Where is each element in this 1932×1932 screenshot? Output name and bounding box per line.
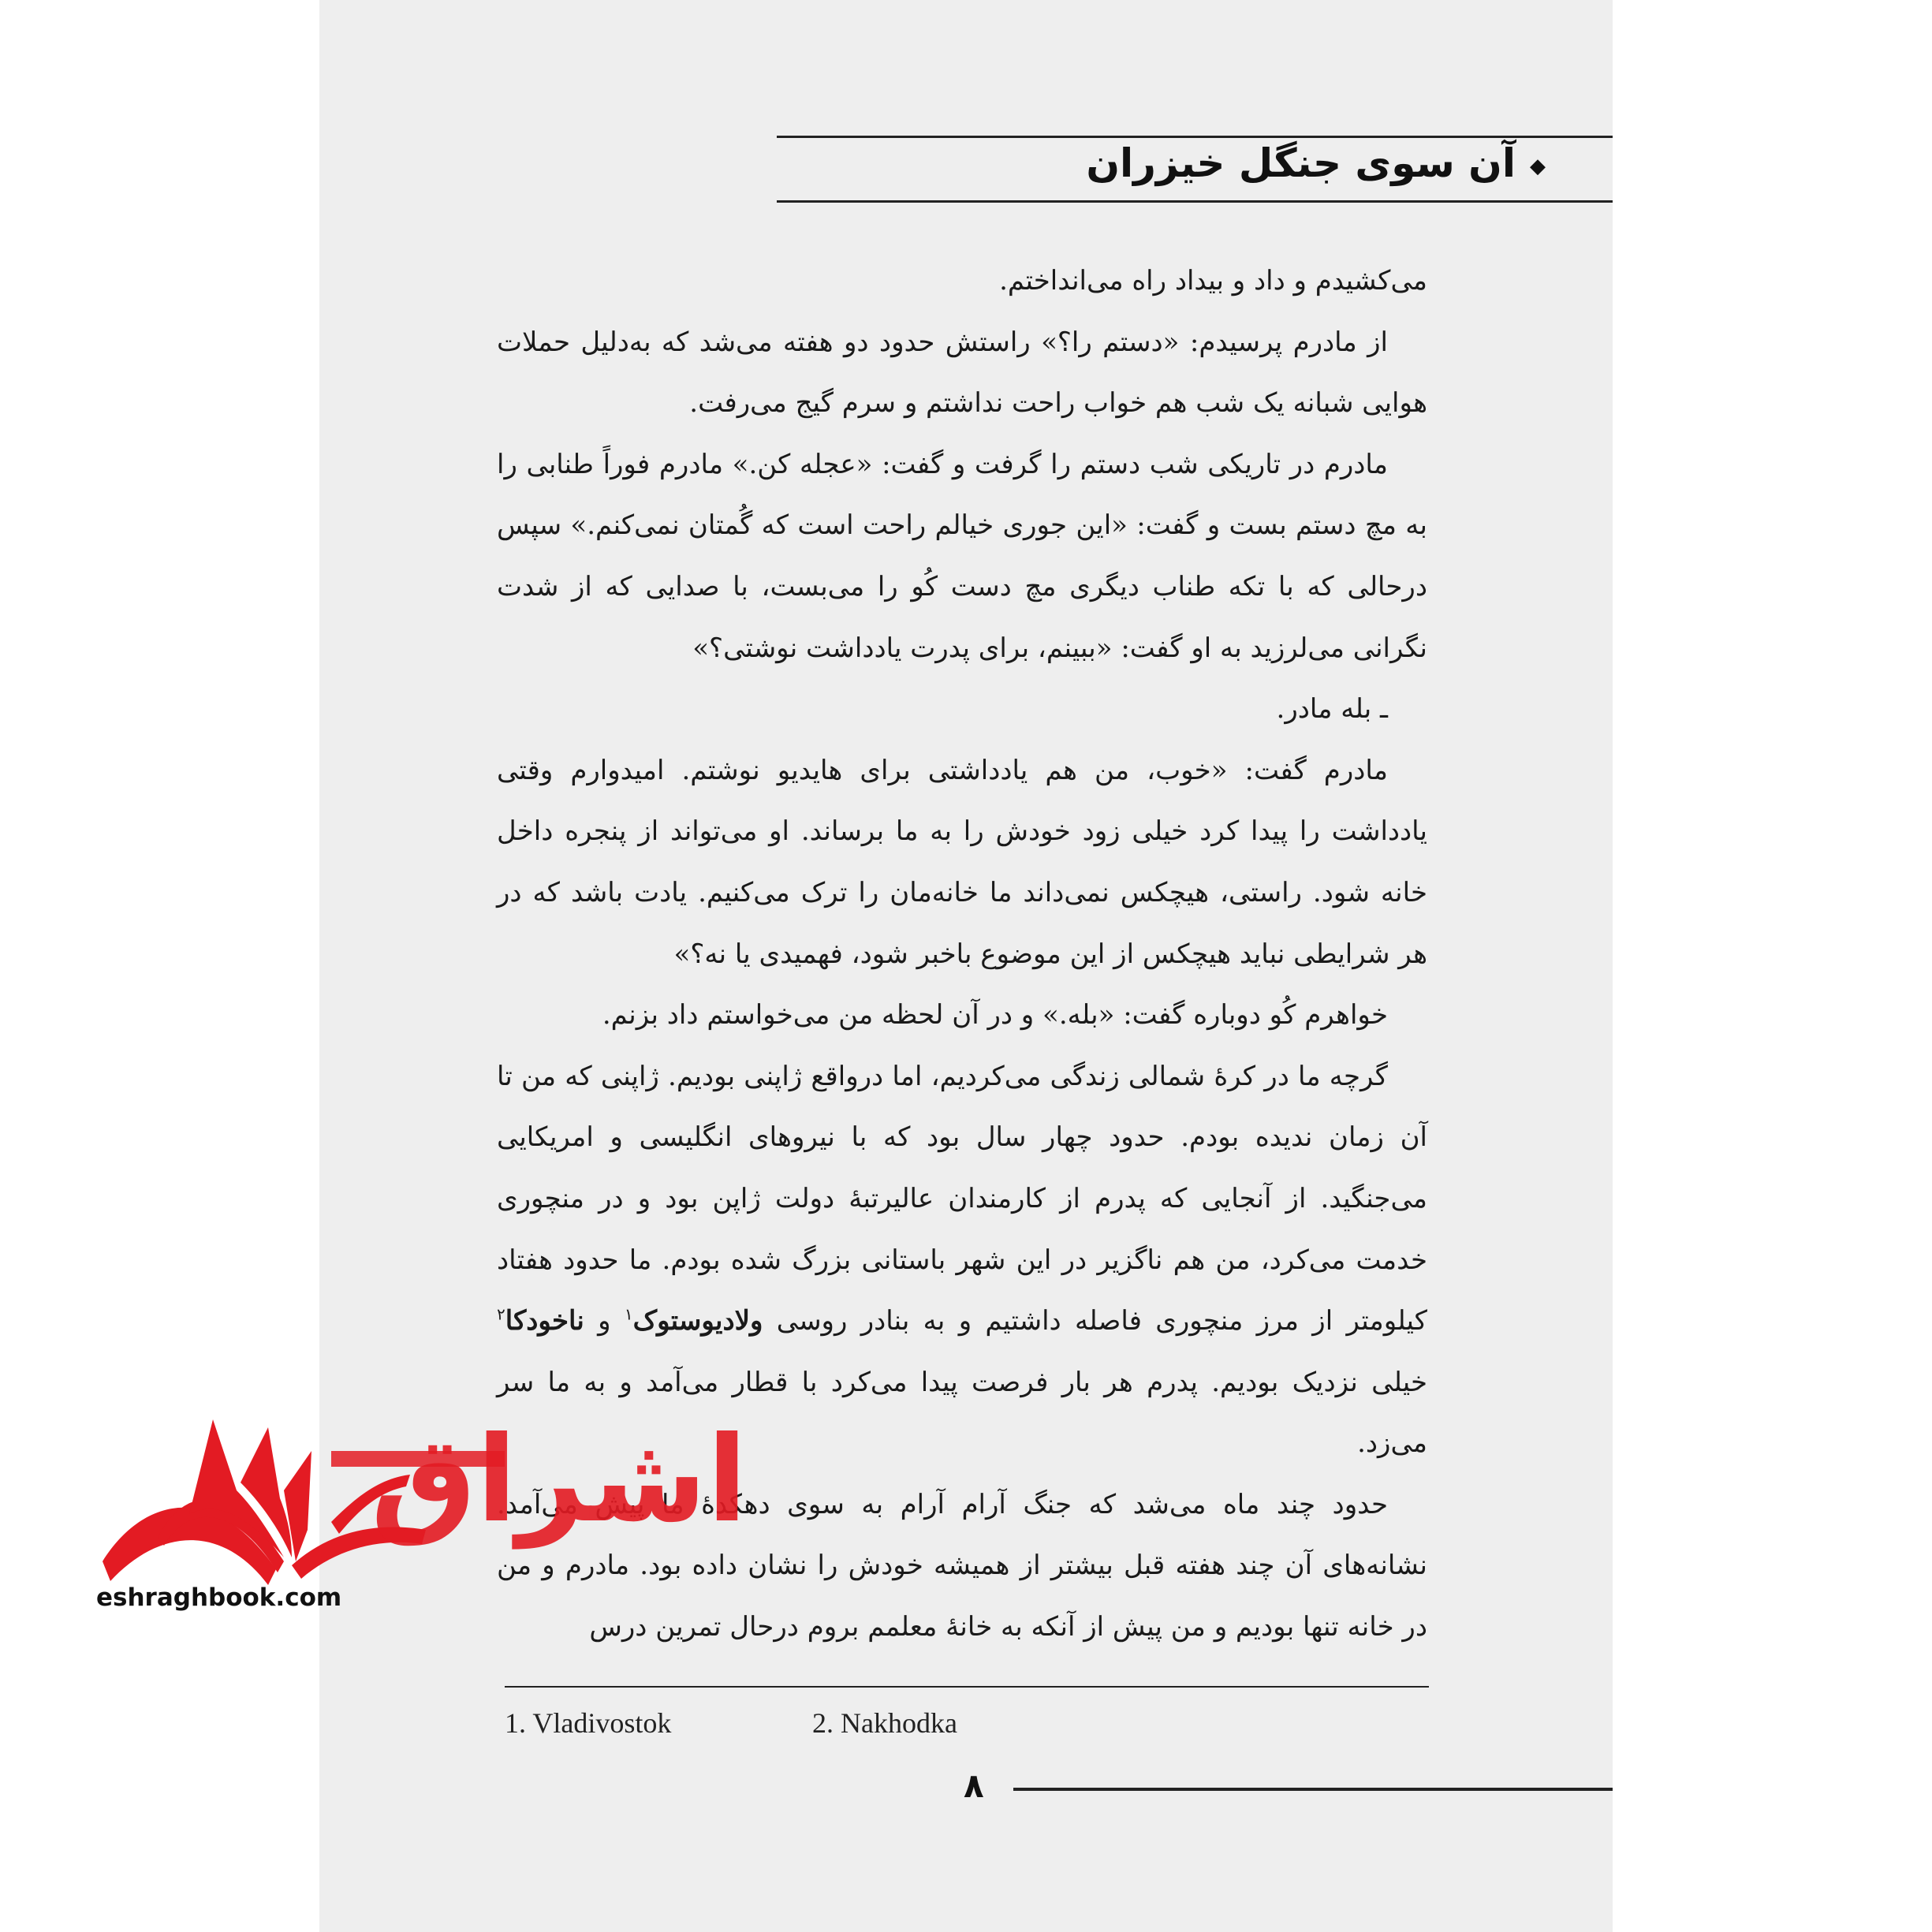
page-number: ۸ bbox=[964, 1766, 984, 1805]
paragraph: مادرم در تاریکی شب دستم را گرفت و گفت: «عجله کن.» مادرم فوراً طنابی را به مچ دستم بست و گفت: «این جوری خیالم راحت است که گُمتان نمی‌کنم.» سپس درحالی که با تکه طناب دیگری مچ دست کُو را می‌بست، با صدایی که از شدت نگرانی می‌لرزید به او گفت: «ببینم، برای پدرت یادداشت نوشتی؟» bbox=[497, 448, 1427, 664]
header-top-rule bbox=[777, 136, 1613, 138]
place-name-2: ناخودکا bbox=[505, 1305, 584, 1337]
footnotes bbox=[505, 1706, 957, 1740]
logo-wordmark: اشراق bbox=[371, 1412, 748, 1549]
header-bottom-rule bbox=[777, 200, 1613, 203]
paragraph: مادرم گفت: «خوب، من هم یادداشتی برای هایدیو نوشتم. امیدوارم وقتی یادداشت را پیدا کرد خیلی زود خودش را به ما برساند. او می‌تواند از پنجره داخل خانه شود. راستی، هیچکس نمی‌داند ما خانه‌مان را ترک می‌کنیم. یادت باشد که در هر شرایطی نباید هیچکس از این موضوع باخبر شود، فهمیدی یا نه؟» bbox=[497, 754, 1427, 970]
dialogue-line: ـ بله مادر. bbox=[1276, 693, 1388, 725]
paragraph: از مادرم پرسیدم: «دستم را؟» راستش حدود دو هفته می‌شد که به‌دلیل حملات هوایی شبانه یک شب هم خواب راحت نداشتم و سرم گیج می‌رفت. bbox=[497, 326, 1427, 420]
conjunction: و bbox=[598, 1305, 611, 1337]
footer-rule bbox=[1013, 1788, 1613, 1791]
paragraph: خواهرم کُو دوباره گفت: «بله.» و در آن لحظه من می‌خواستم داد بزنم. bbox=[602, 999, 1388, 1031]
header-bullet: ◆ bbox=[1530, 154, 1546, 178]
paragraph-text: گرچه ما در کرهٔ شمالی زندگی می‌کردیم، اما درواقع ژاپنی بودیم. ژاپنی که من تا آن زمان ندیده بودم. حدود چهار سال بود که با نیروهای انگلیسی و امریکایی می‌جنگید. از آنجایی که پدرم از کارمندان عالیرتبهٔ دولت ژاپن بود و در منچوری خدمت می‌کرد، من هم ناگزیر در این شهر باستانی بزرگ شده بودم. ما حدود هفتاد کیلومتر از مرز منچوری فاصله داشتیم و به بنادر روسی bbox=[497, 1060, 1427, 1337]
chapter-title: آن سوی جنگل خیزران bbox=[1086, 140, 1516, 186]
watermark-url: eshraghbook.com bbox=[96, 1583, 342, 1612]
footnote-divider bbox=[505, 1686, 1429, 1688]
running-header bbox=[1086, 140, 1546, 186]
paragraph bbox=[497, 1046, 1427, 1475]
footnote-marker-2: ۲ bbox=[497, 1304, 505, 1324]
paragraph: حدود چند ماه می‌شد که جنگ آرام آرام به سوی دهکدهٔ ما پیش می‌آمد. نشانه‌های آن چند هفته قبل بیشتر از همیشه خودش را نشان داده بود. مادرم و من در خانه تنها بودیم و من پیش از آنکه به خانهٔ معلمم بروم درحال تمرین درس bbox=[497, 1488, 1427, 1643]
paragraph-text: خیلی نزدیک بودیم. پدرم هر بار فرصت پیدا می‌کرد با قطار می‌آمد و به ما سر می‌زد. bbox=[497, 1366, 1427, 1460]
footnote-1: 1. Vladivostok bbox=[505, 1707, 672, 1739]
place-name-1: ولادیوستوک bbox=[632, 1305, 763, 1337]
footnote-marker-1: ۱ bbox=[624, 1304, 633, 1324]
paragraph: می‌کشیدم و داد و بیداد راه می‌انداختم. bbox=[999, 265, 1427, 297]
footnote-2: 2. Nakhodka bbox=[812, 1707, 957, 1739]
